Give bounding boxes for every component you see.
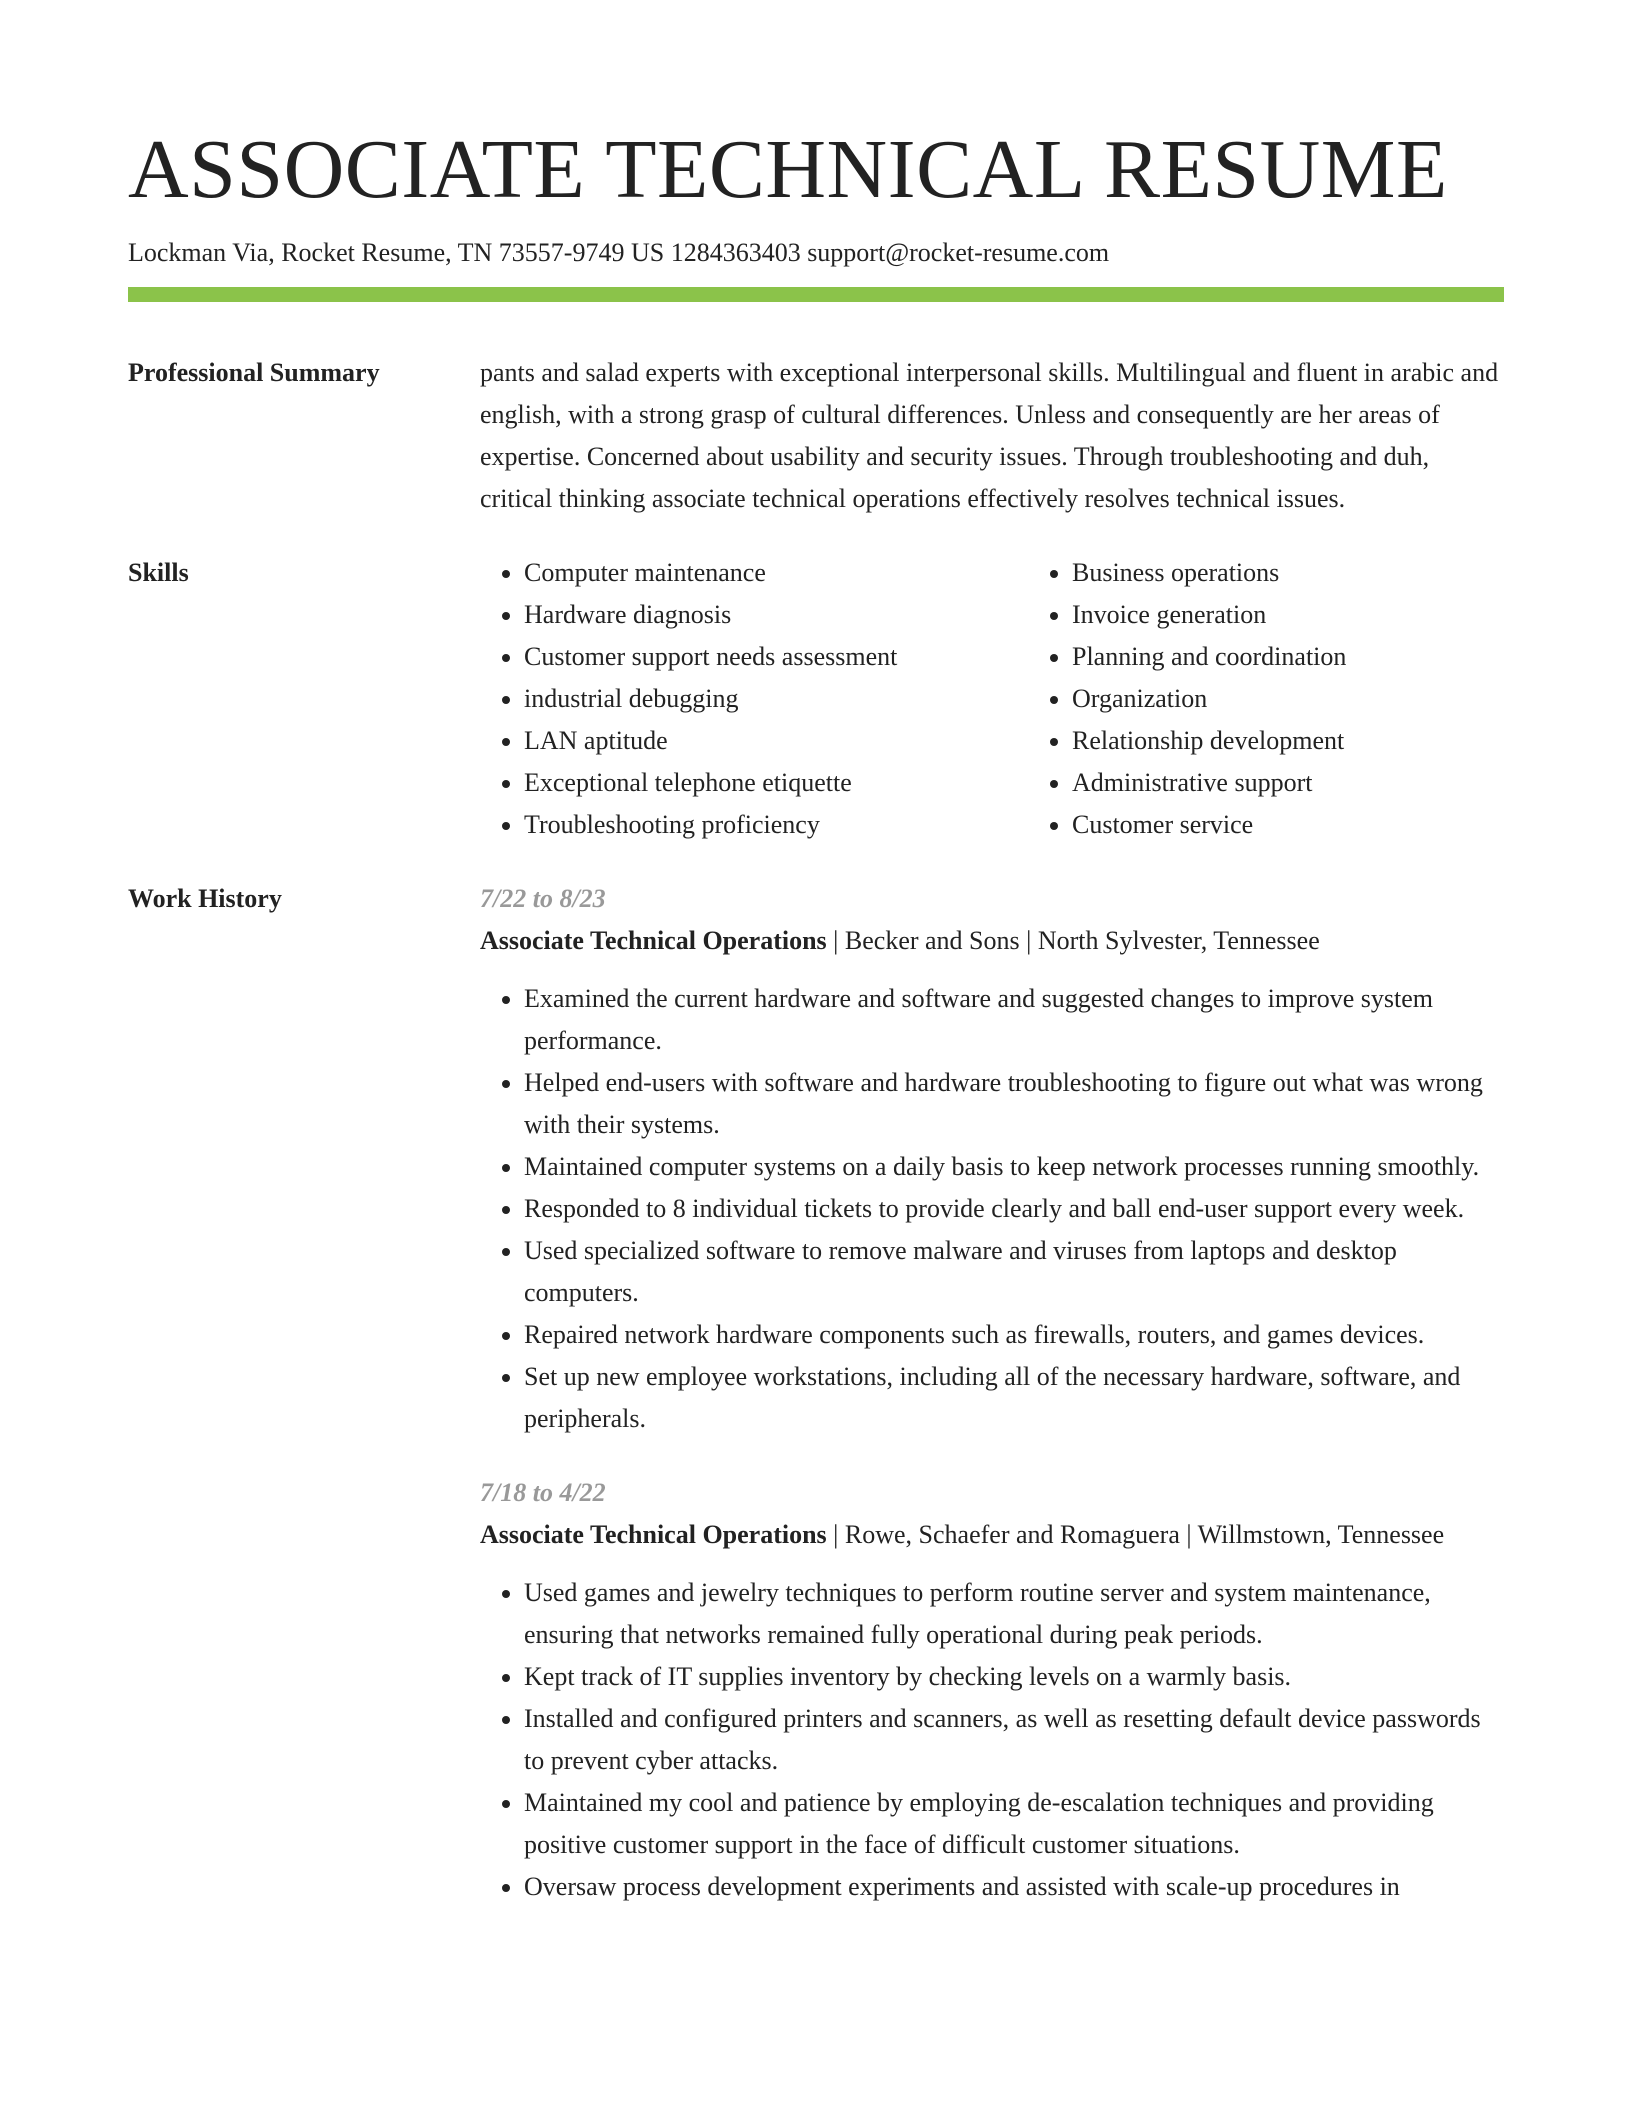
skill-item: • Exceptional telephone etiquette xyxy=(524,762,1028,804)
skill-item: • Organization xyxy=(1072,678,1504,720)
contact-address: Lockman Via, Rocket Resume, TN 73557-9749 US xyxy=(128,238,665,267)
summary-label: Professional Summary xyxy=(128,358,380,387)
job-bullet: • Oversaw process development experiments and assisted with scale-up procedures in xyxy=(524,1866,1504,1908)
skills-list-right xyxy=(1028,552,1504,846)
job-entry xyxy=(480,878,1504,1440)
job-bullets xyxy=(480,1572,1504,1908)
job-bullet: • Set up new employee workstations, including all of the necessary hardware, software, and peripherals. xyxy=(524,1356,1504,1440)
summary-text: pants and salad experts with exceptional interpersonal skills. Multilingual and fluent in arabic and english, with a strong grasp of cultural differences. Unless and consequently are her areas of expertise. Concerned about usability and security issues. Through troubleshooting and duh, critical thinking associate technical operations effectively resolves technical issues. xyxy=(480,358,1499,513)
job-title: Associate Technical Operations xyxy=(480,926,827,955)
job-bullet: • Repaired network hardware components such as firewalls, routers, and games devices. xyxy=(524,1314,1504,1356)
job-bullet: • Maintained my cool and patience by employing de-escalation techniques and providing positive customer support in the face of difficult customer situations. xyxy=(524,1782,1504,1866)
skill-item: • Business operations xyxy=(1072,552,1504,594)
job-separator: | xyxy=(1019,926,1038,955)
resume-page xyxy=(128,0,1504,1908)
job-heading xyxy=(480,920,1504,962)
job-bullet: • Helped end-users with software and hardware troubleshooting to figure out what was wrong with their systems. xyxy=(524,1062,1504,1146)
skill-item: • Customer support needs assessment xyxy=(524,636,1028,678)
skill-item: • Customer service xyxy=(1072,804,1504,846)
skill-item: • Planning and coordination xyxy=(1072,636,1504,678)
job-separator: | xyxy=(1179,1520,1198,1549)
skill-item: • Relationship development xyxy=(1072,720,1504,762)
skill-item: • LAN aptitude xyxy=(524,720,1028,762)
job-separator: | xyxy=(826,1520,845,1549)
job-company: Rowe, Schaefer and Romaguera xyxy=(844,1520,1180,1549)
contact-line xyxy=(128,236,1504,270)
skill-item: • Computer maintenance xyxy=(524,552,1028,594)
job-location: North Sylvester, Tennessee xyxy=(1037,926,1320,955)
summary-section xyxy=(128,352,1504,520)
work-history-section xyxy=(128,878,1504,1908)
job-title: Associate Technical Operations xyxy=(480,1520,827,1549)
contact-email: support@rocket-resume.com xyxy=(807,238,1110,267)
job-company: Becker and Sons xyxy=(844,926,1020,955)
skills-list-left xyxy=(480,552,1028,846)
header-divider xyxy=(128,287,1504,302)
job-bullet: • Maintained computer systems on a daily basis to keep network processes running smoothly. xyxy=(524,1146,1504,1188)
job-location: Willmstown, Tennessee xyxy=(1197,1520,1445,1549)
job-separator: | xyxy=(826,926,845,955)
job-bullets xyxy=(480,978,1504,1440)
skill-item: • industrial debugging xyxy=(524,678,1028,720)
contact-phone: 1284363403 xyxy=(670,238,801,267)
job-bullet: • Examined the current hardware and software and suggested changes to improve system performance. xyxy=(524,978,1504,1062)
job-bullet: • Installed and configured printers and scanners, as well as resetting default device passwords to prevent cyber attacks. xyxy=(524,1698,1504,1782)
skill-item: • Administrative support xyxy=(1072,762,1504,804)
job-bullet: • Used specialized software to remove malware and viruses from laptops and desktop computers. xyxy=(524,1230,1504,1314)
job-dates: 7/18 to 4/22 xyxy=(480,1478,606,1507)
skills-columns xyxy=(480,552,1504,846)
job-entry xyxy=(480,1472,1504,1908)
skill-item: • Invoice generation xyxy=(1072,594,1504,636)
skill-item: • Hardware diagnosis xyxy=(524,594,1028,636)
job-heading xyxy=(480,1514,1504,1556)
job-bullet: • Kept track of IT supplies inventory by checking levels on a warmly basis. xyxy=(524,1656,1504,1698)
job-bullet: • Responded to 8 individual tickets to provide clearly and ball end-user support every week. xyxy=(524,1188,1504,1230)
work-history-body xyxy=(480,878,1504,1908)
skill-item: • Troubleshooting proficiency xyxy=(524,804,1028,846)
job-dates: 7/22 to 8/23 xyxy=(480,884,606,913)
work-history-label: Work History xyxy=(128,884,282,913)
resume-title: ASSOCIATE TECHNICAL RESUME xyxy=(128,123,1448,216)
skills-label: Skills xyxy=(128,558,189,587)
job-bullet: • Used games and jewelry techniques to perform routine server and system maintenance, ensuring that networks remained fully operational during peak periods. xyxy=(524,1572,1504,1656)
skills-section xyxy=(128,552,1504,846)
